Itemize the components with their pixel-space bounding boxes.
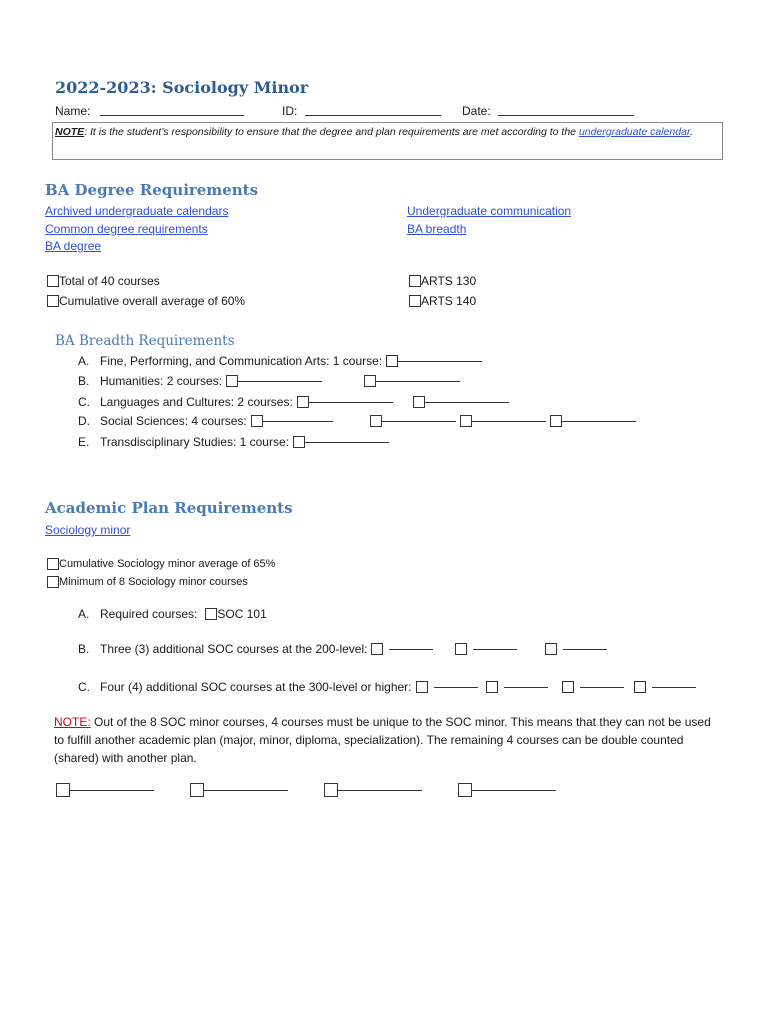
academic-plan-heading: Academic Plan Requirements bbox=[45, 499, 293, 517]
plan-item-a bbox=[78, 607, 267, 621]
check-label: Minimum of 8 Sociology minor courses bbox=[59, 576, 248, 588]
course-slot[interactable] bbox=[486, 681, 548, 693]
course-slot[interactable] bbox=[460, 415, 546, 427]
plan-item-b bbox=[78, 642, 607, 656]
id-label: ID: bbox=[282, 104, 298, 118]
course-label: SOC 101 bbox=[217, 607, 267, 621]
check-arts-130[interactable] bbox=[409, 274, 476, 288]
item-label: Languages and Cultures: 2 courses: bbox=[100, 395, 293, 409]
course-slot[interactable] bbox=[562, 681, 624, 693]
item-label: Required courses: bbox=[100, 607, 198, 621]
check-overall-average[interactable] bbox=[47, 294, 245, 308]
breadth-item-e bbox=[78, 435, 389, 449]
course-slot[interactable] bbox=[458, 783, 556, 797]
course-slot[interactable] bbox=[634, 681, 696, 693]
breadth-item-b bbox=[78, 374, 460, 388]
date-label: Date: bbox=[462, 104, 491, 118]
check-minimum-courses[interactable] bbox=[47, 576, 248, 588]
note2-label: NOTE: bbox=[54, 715, 91, 729]
sociology-minor-link[interactable]: Sociology minor bbox=[45, 523, 131, 537]
name-field[interactable] bbox=[55, 104, 244, 118]
breadth-item-c bbox=[78, 395, 509, 409]
soc-101-check[interactable] bbox=[205, 607, 266, 621]
check-label: ARTS 130 bbox=[421, 274, 477, 288]
plan-item-c bbox=[78, 680, 696, 694]
item-label: Fine, Performing, and Communication Arts: 1 course: bbox=[100, 354, 383, 368]
check-label: ARTS 140 bbox=[421, 294, 477, 308]
checkbox[interactable] bbox=[409, 275, 421, 287]
ba-degree-heading: BA Degree Requirements bbox=[45, 181, 259, 199]
item-letter: D. bbox=[78, 414, 90, 428]
checkbox[interactable] bbox=[47, 295, 59, 307]
check-total-courses[interactable] bbox=[47, 274, 160, 288]
shared-course-slots bbox=[56, 783, 556, 797]
date-field[interactable] bbox=[462, 104, 634, 118]
course-slot[interactable] bbox=[416, 681, 478, 693]
common-degree-requirements-link[interactable]: Common degree requirements bbox=[45, 222, 208, 236]
course-slot[interactable] bbox=[545, 643, 607, 655]
note-label: NOTE bbox=[55, 126, 85, 138]
note-box bbox=[52, 122, 723, 160]
unique-courses-note bbox=[54, 713, 714, 767]
item-letter: B. bbox=[78, 642, 90, 656]
course-slot[interactable] bbox=[251, 415, 333, 427]
item-label: Humanities: 2 courses: bbox=[100, 374, 223, 388]
breadth-item-d bbox=[78, 414, 636, 428]
check-label: Cumulative overall average of 60% bbox=[59, 294, 246, 308]
course-slot[interactable] bbox=[371, 643, 433, 655]
course-slot[interactable] bbox=[226, 375, 322, 387]
course-slot[interactable] bbox=[386, 355, 482, 367]
ba-breadth-link[interactable]: BA breadth bbox=[407, 222, 467, 236]
checkbox[interactable] bbox=[47, 275, 59, 287]
course-slot[interactable] bbox=[190, 783, 288, 797]
checkbox[interactable] bbox=[47, 558, 59, 570]
course-slot[interactable] bbox=[364, 375, 460, 387]
course-slot[interactable] bbox=[297, 396, 393, 408]
check-label: Cumulative Sociology minor average of 65% bbox=[59, 558, 276, 570]
name-label: Name: bbox=[55, 104, 91, 118]
id-field[interactable] bbox=[282, 104, 441, 118]
item-letter: A. bbox=[78, 354, 90, 368]
note-text: : It is the student’s responsibility to ensure that the degree and plan requirements are met according to the bbox=[84, 126, 579, 138]
note-text-block bbox=[55, 124, 717, 141]
breadth-item-a bbox=[78, 354, 482, 368]
item-letter: E. bbox=[78, 435, 90, 449]
undergraduate-communication-link[interactable]: Undergraduate communication bbox=[407, 204, 572, 218]
check-arts-140[interactable] bbox=[409, 294, 476, 308]
item-label: Transdisciplinary Studies: 1 course: bbox=[100, 435, 289, 449]
item-letter: C. bbox=[78, 680, 90, 694]
course-slot[interactable] bbox=[455, 643, 517, 655]
item-letter: C. bbox=[78, 395, 90, 409]
checkbox[interactable] bbox=[409, 295, 421, 307]
note-end: . bbox=[690, 126, 693, 138]
ba-degree-link[interactable]: BA degree bbox=[45, 239, 102, 253]
course-slot[interactable] bbox=[324, 783, 422, 797]
course-slot[interactable] bbox=[293, 436, 389, 448]
note2-text: Out of the 8 SOC minor courses, 4 courses must be unique to the SOC minor. This means that they can not be used to fulfill another academic plan (major, minor, diploma, specialization). The remaining 4 courses can be double counted (shared) with another plan. bbox=[54, 715, 711, 765]
course-slot[interactable] bbox=[56, 783, 154, 797]
course-slot[interactable] bbox=[370, 415, 456, 427]
checkbox[interactable] bbox=[47, 576, 59, 588]
undergraduate-calendar-link[interactable]: undergraduate calendar bbox=[578, 126, 691, 138]
id-blank[interactable] bbox=[305, 115, 441, 116]
archived-calendars-link[interactable]: Archived undergraduate calendars bbox=[45, 204, 229, 218]
item-letter: B. bbox=[78, 374, 90, 388]
course-slot[interactable] bbox=[550, 415, 636, 427]
item-label: Three (3) additional SOC courses at the 200-level: bbox=[100, 642, 368, 656]
item-label: Social Sciences: 4 courses: bbox=[100, 414, 247, 428]
check-label: Total of 40 courses bbox=[59, 274, 160, 288]
page-title: 2022-2023: Sociology Minor bbox=[55, 78, 309, 97]
check-sociology-average[interactable] bbox=[47, 558, 275, 570]
ba-breadth-heading: BA Breadth Requirements bbox=[55, 333, 235, 349]
name-blank[interactable] bbox=[100, 115, 244, 116]
date-blank[interactable] bbox=[498, 115, 634, 116]
course-slot[interactable] bbox=[413, 396, 509, 408]
item-letter: A. bbox=[78, 607, 90, 621]
item-label: Four (4) additional SOC courses at the 300-level or higher: bbox=[100, 680, 412, 694]
